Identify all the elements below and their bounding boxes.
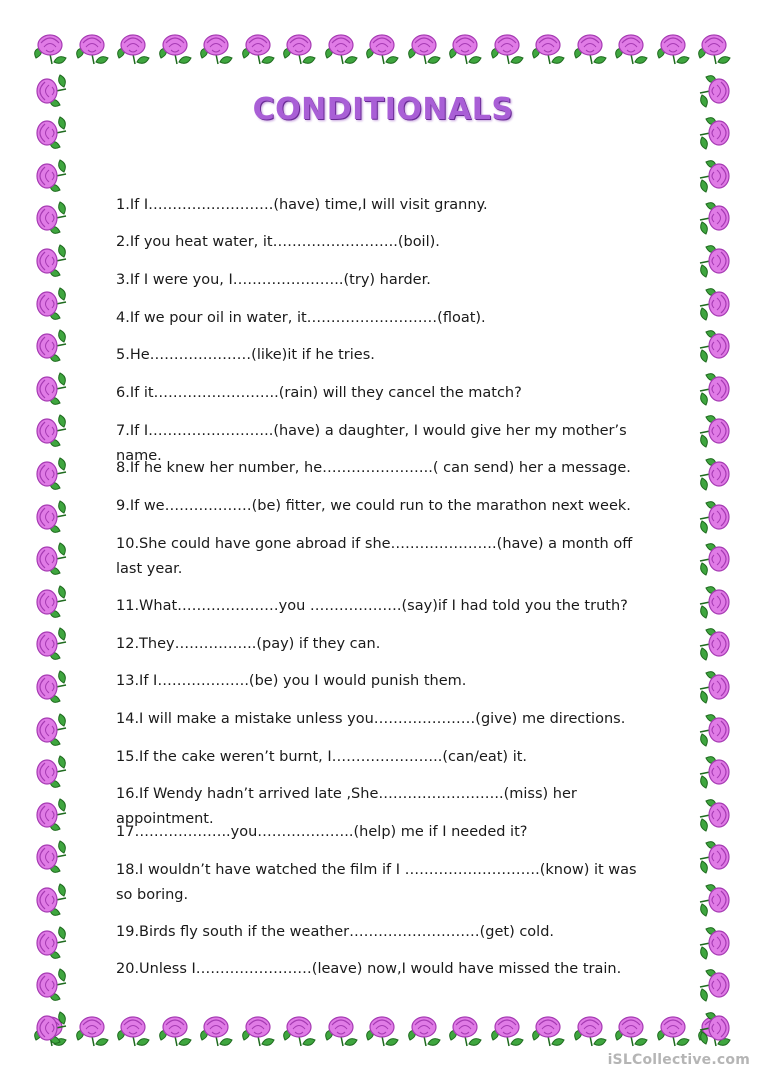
rose-flower-icon — [30, 667, 70, 707]
rose-flower-icon — [696, 539, 736, 579]
rose-flower-icon — [321, 28, 361, 68]
question-12: 12.They……………..(pay) if they can. — [116, 636, 381, 652]
rose-flower-icon — [696, 369, 736, 409]
rose-flower-icon — [696, 454, 736, 494]
rose-flower-icon — [696, 624, 736, 664]
question-1: 1.If I………….………….(have) time,I will visit granny. — [116, 197, 488, 213]
question-18: 18.I wouldn’t have watched the film if I ……………………….(know) it was so boring. — [116, 862, 637, 903]
rose-flower-icon — [30, 284, 70, 324]
rose-flower-icon — [113, 1010, 153, 1050]
rose-flower-icon — [362, 28, 402, 68]
question-8: 8.If he knew her number, he…………………..( can send) her a message. — [116, 460, 631, 476]
rose-flower-icon — [30, 1008, 70, 1048]
question-19: 19.Birds fly south if the weather………………………(get) cold. — [116, 924, 555, 940]
rose-flower-icon — [696, 411, 736, 451]
rose-flower-icon — [30, 156, 70, 196]
rose-flower-icon — [653, 28, 693, 68]
rose-flower-icon — [653, 1010, 693, 1050]
rose-flower-icon — [30, 752, 70, 792]
rose-flower-icon — [155, 1010, 195, 1050]
rose-flower-icon — [696, 241, 736, 281]
rose-flower-icon — [30, 454, 70, 494]
rose-flower-icon — [445, 28, 485, 68]
rose-flower-icon — [279, 28, 319, 68]
question-17: 17………………..you………………..(help) me if I needed it? — [116, 824, 528, 840]
rose-flower-icon — [404, 28, 444, 68]
rose-flower-icon — [611, 1010, 651, 1050]
question-20: 20.Unless I……………………(leave) now,I would have missed the train. — [116, 961, 622, 977]
rose-flower-icon — [113, 28, 153, 68]
question-6: 6.If it……………………..(rain) will they cancel the match? — [116, 385, 522, 401]
rose-flower-icon — [696, 198, 736, 238]
rose-flower-icon — [30, 795, 70, 835]
rose-flower-icon — [238, 28, 278, 68]
rose-flower-icon — [30, 539, 70, 579]
question-2: 2.If you heat water, it……………………..(boil). — [116, 234, 440, 250]
rose-flower-icon — [238, 1010, 278, 1050]
rose-flower-icon — [30, 880, 70, 920]
rose-flower-icon — [570, 1010, 610, 1050]
rose-flower-icon — [30, 411, 70, 451]
rose-flower-icon — [321, 1010, 361, 1050]
question-9: 9.If we………………(be) fitter, we could run to the marathon next week. — [116, 498, 631, 514]
rose-flower-icon — [696, 965, 736, 1005]
rose-flower-icon — [696, 923, 736, 963]
rose-flower-icon — [30, 326, 70, 366]
rose-flower-icon — [487, 1010, 527, 1050]
rose-flower-icon — [30, 624, 70, 664]
question-15: 15.If the cake weren’t burnt, I…………………..(can/eat) it. — [116, 749, 528, 765]
rose-flower-icon — [487, 28, 527, 68]
rose-flower-icon — [30, 582, 70, 622]
rose-flower-icon — [696, 156, 736, 196]
rose-flower-icon — [196, 28, 236, 68]
rose-flower-icon — [696, 837, 736, 877]
rose-flower-icon — [696, 582, 736, 622]
rose-flower-icon — [570, 28, 610, 68]
rose-flower-icon — [72, 28, 112, 68]
rose-flower-icon — [196, 1010, 236, 1050]
rose-flower-icon — [445, 1010, 485, 1050]
rose-flower-icon — [696, 710, 736, 750]
rose-flower-icon — [30, 198, 70, 238]
question-3: 3.If I were you, I…………………..(try) harder. — [116, 272, 431, 288]
question-4: 4.If we pour oil in water, it………………………(float). — [116, 310, 486, 326]
rose-flower-icon — [72, 1010, 112, 1050]
rose-flower-icon — [30, 28, 70, 68]
rose-flower-icon — [696, 284, 736, 324]
rose-flower-icon — [696, 880, 736, 920]
question-14: 14.I will make a mistake unless you…………………(give) me directions. — [116, 711, 626, 727]
rose-flower-icon — [30, 241, 70, 281]
worksheet-title: CONDITIONALS — [252, 92, 514, 127]
rose-flower-icon — [30, 837, 70, 877]
rose-flower-icon — [30, 497, 70, 537]
rose-flower-icon — [696, 1008, 736, 1048]
rose-flower-icon — [279, 1010, 319, 1050]
rose-flower-icon — [155, 28, 195, 68]
rose-flower-icon — [694, 28, 734, 68]
question-16: 16.If Wendy hadn’t arrived late ,She……………………..(miss) her appointment. — [116, 786, 577, 827]
rose-flower-icon — [696, 795, 736, 835]
rose-flower-icon — [362, 1010, 402, 1050]
question-5: 5.He…………………(like)it if he tries. — [116, 347, 375, 363]
rose-flower-icon — [528, 1010, 568, 1050]
question-11: 11.What…………………you ……………….(say)if I had told you the truth? — [116, 598, 628, 614]
rose-flower-icon — [696, 326, 736, 366]
rose-flower-icon — [404, 1010, 444, 1050]
rose-flower-icon — [528, 28, 568, 68]
rose-flower-icon — [696, 752, 736, 792]
rose-flower-icon — [696, 667, 736, 707]
rose-flower-icon — [696, 497, 736, 537]
question-13: 13.If I……………….(be) you I would punish them. — [116, 673, 467, 689]
rose-flower-icon — [30, 369, 70, 409]
rose-flower-icon — [30, 710, 70, 750]
question-10: 10.She could have gone abroad if she………………….(have) a month off last year. — [116, 536, 633, 577]
rose-flower-icon — [30, 923, 70, 963]
rose-flower-icon — [611, 28, 651, 68]
site-watermark: iSLCollective.com — [607, 1052, 750, 1068]
question-7: 7.If I……………………..(have) a daughter, I would give her my mother’s name. — [116, 423, 627, 464]
rose-flower-icon — [30, 965, 70, 1005]
